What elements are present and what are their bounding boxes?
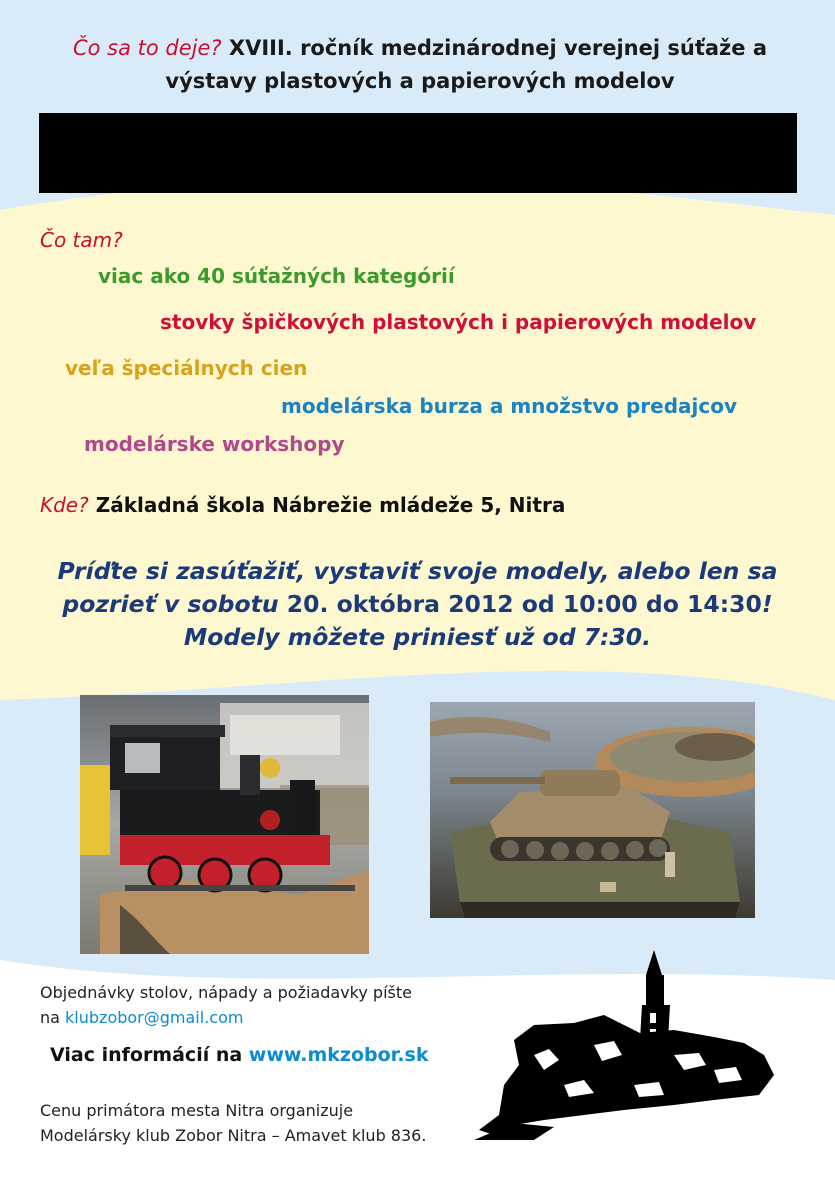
locomotive-photo [80,695,369,954]
organizer-line-2: Modelársky klub Zobor Nitra – Amavet klub 836. [40,1126,427,1145]
organizer-line-1: Cenu primátora mesta Nitra organizuje [40,1101,354,1120]
feature-item: stovky špičkových plastových i papierových modelov [160,310,757,334]
venue-address: Základná škola Nábrežie mládeže 5, Nitra [95,493,566,517]
invite-date: 20. októbra 2012 od 10:00 do 14:30 [286,590,762,618]
feature-item: modelárska burza a množstvo predajcov [281,394,738,418]
feature-item: modelárske workshopy [84,432,345,456]
what-label: Čo tam? [40,228,123,252]
black-banner [39,113,797,193]
contact-prefix: na [40,1008,66,1027]
contact-block [40,980,412,1030]
email-link[interactable]: klubzobor@gmail.com [65,1008,244,1027]
contact-line-1: Objednávky stolov, nápady a požiadavky píšte [40,983,412,1002]
venue-line [40,493,565,517]
title-line-1: XVIII. ročník medzinárodnej verejnej súťaže a [228,36,767,60]
nitra-castle-logo [474,945,814,1140]
feature-item: viac ako 40 súťažných kategórií [98,264,455,288]
more-info-line [50,1044,428,1066]
contact-line-2 [40,1005,412,1030]
invite-line-1: Príďte si zasúťažiť, vystaviť svoje modely, alebo len sa [57,557,778,585]
invite-line-2-end: ! [761,590,773,618]
more-info-label: Viac informácií na [50,1044,249,1066]
event-title [40,32,800,98]
invite-line-3: Modely môžete priniesť už od 7:30. [183,623,652,651]
title-question: Čo sa to deje? [73,36,222,60]
invite-line-2 [20,588,815,621]
website-link[interactable]: www.mkzobor.sk [248,1044,429,1066]
venue-label: Kde? [40,493,89,517]
feature-item: veľa špeciálnych cien [65,356,308,380]
title-line-2: výstavy plastových a papierových modelov [165,69,675,93]
invitation-text [20,555,815,654]
invite-line-2-start: pozrieť v sobotu [62,590,287,618]
organizer-block [40,1098,426,1148]
tank-photo [430,702,755,918]
